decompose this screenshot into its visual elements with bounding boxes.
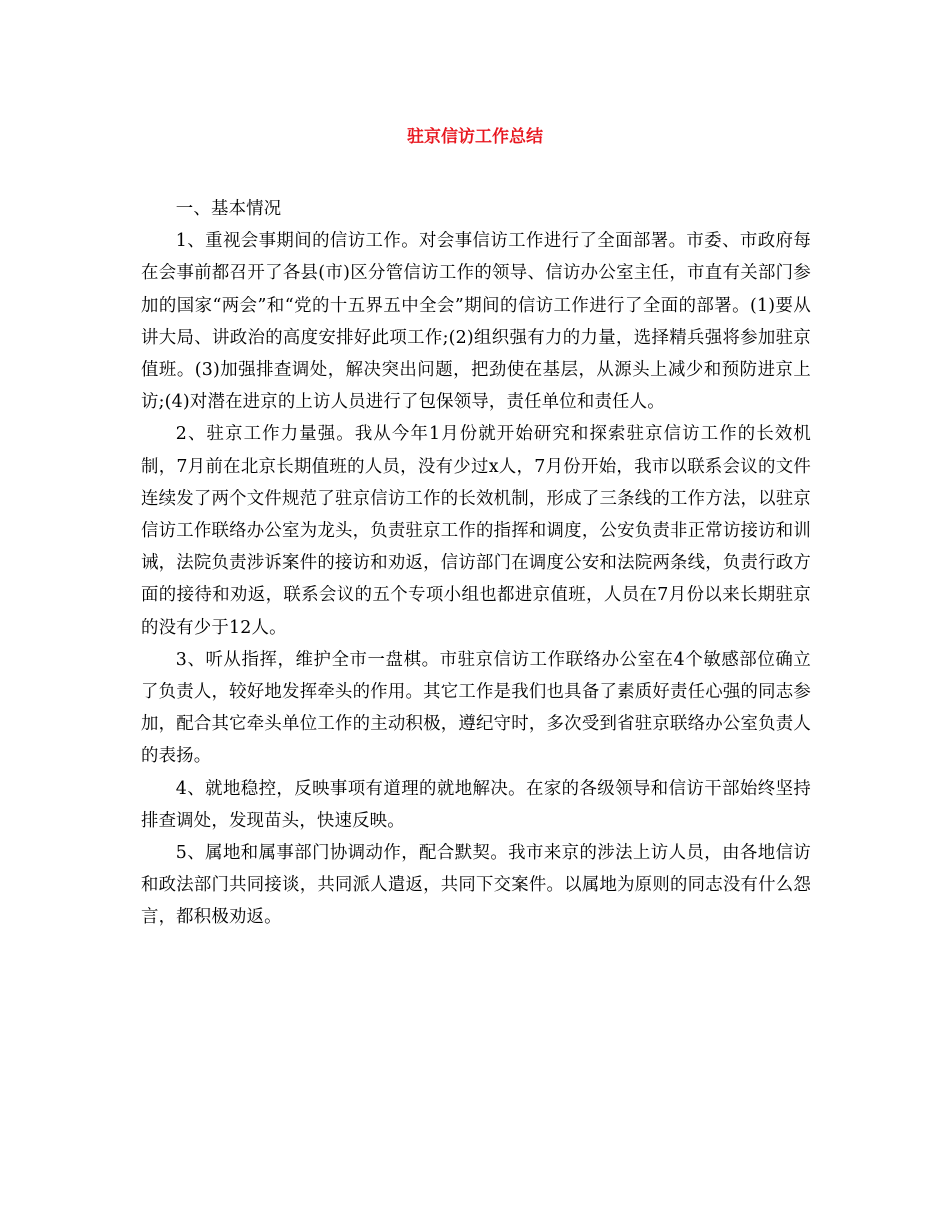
paragraph-item-2: 2、驻京工作力量强。我从今年1月份就开始研究和探索驻京信访工作的长效机制，7月前在北京长期值班的人员，没有少过x人，7月份开始，我市以联系会议的文件连续发了两个文件规范了驻京信访工作的长效机制，形成了三条线的工作方法，以驻京信访工作联络办公室为龙头，负责驻京工作的指挥和调度，公安负责非正常访接访和训诫，法院负责涉诉案件的接访和劝返，信访部门在调度公安和法院两条线，负责行政方面的接待和劝返，联系会议的五个专项小组也都进京值班，人员在7月份以来长期驻京的没有少于12人。 (141, 424, 811, 638)
section-heading-basic-situation: 一、基本情况 (175, 199, 282, 219)
document-body (141, 193, 811, 934)
paragraph-item-3: 3、听从指挥，维护全市一盘棋。市驻京信访工作联络办公室在4个敏感部位确立了负责人，较好地发挥牵头的作用。其它工作是我们也具备了素质好责任心强的同志参加，配合其它牵头单位工作的主动积极，遵纪守时，多次受到省驻京联络办公室负责人的表扬。 (141, 649, 811, 767)
paragraph-item-5: 5、属地和属事部门协调动作，配合默契。我市来京的涉法上访人员，由各地信访和政法部门共同接谈，共同派人遣返，共同下交案件。以属地为原则的同志没有什么怨言，都积极劝返。 (141, 843, 811, 928)
document-title: 驻京信访工作总结 (407, 127, 543, 147)
paragraph-item-1: 1、重视会事期间的信访工作。对会事信访工作进行了全面部署。市委、市政府每在会事前都召开了各县(市)区分管信访工作的领导、信访办公室主任，市直有关部门参加的国家“两会”和“党的十五界五中全会”期间的信访工作进行了全面的部署。(1)要从讲大局、讲政治的高度安排好此项工作;(2)组织强有力的力量，选择精兵强将参加驻京值班。(3)加强排查调处，解决突出问题，把劲使在基层，从源头上减少和预防进京上访;(4)对潜在进京的上访人员进行了包保领导，责任单位和责任人。 (141, 231, 811, 413)
paragraph-item-4: 4、就地稳控，反映事项有道理的就地解决。在家的各级领导和信访干部始终坚持排查调处，发现苗头，快速反映。 (141, 778, 811, 831)
